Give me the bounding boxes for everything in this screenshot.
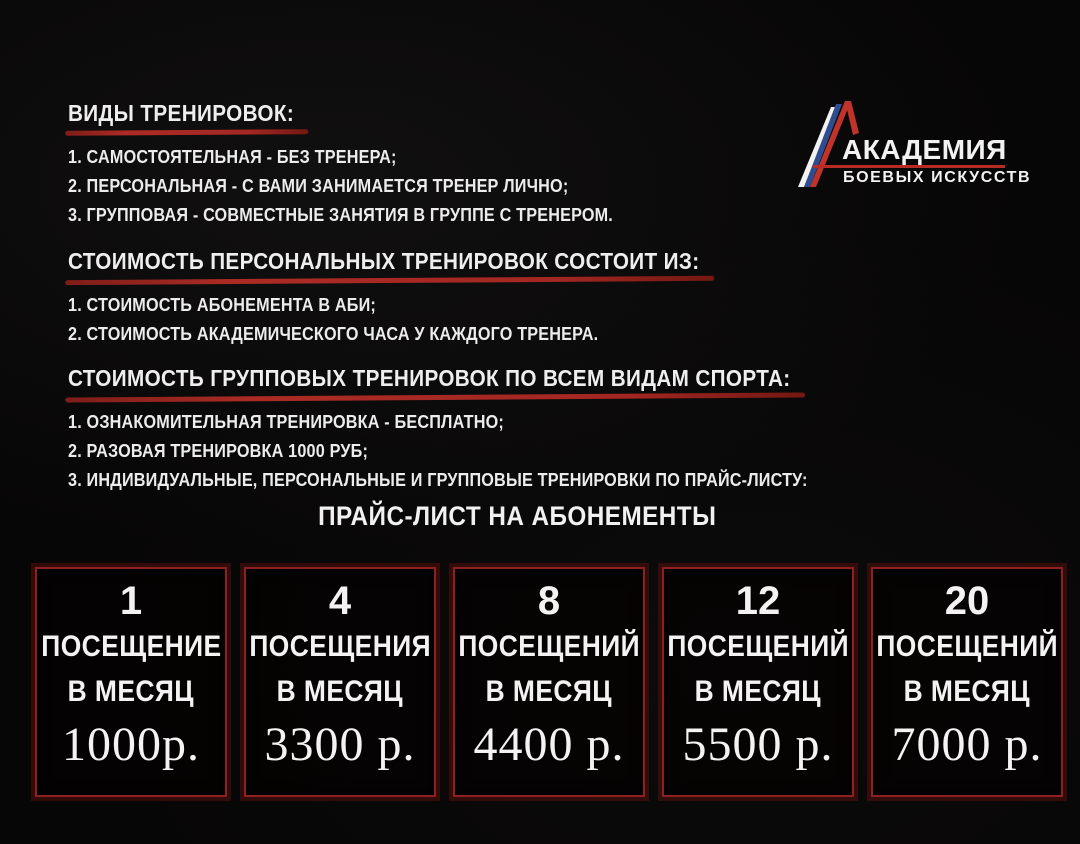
price-value: 1000р.	[62, 718, 200, 771]
logo	[795, 95, 1032, 203]
price-list-title	[0, 501, 1034, 531]
section-group-cost	[68, 365, 890, 495]
price-value: 3300 р.	[264, 718, 416, 771]
visit-period: В МЕСЯЦ	[67, 675, 195, 708]
section-training-types	[68, 100, 674, 230]
visit-unit: ПОСЕЩЕНИЯ	[249, 630, 431, 663]
visit-period: В МЕСЯЦ	[903, 675, 1031, 708]
visit-count: 4	[328, 579, 352, 623]
price-value: 7000 р.	[891, 718, 1043, 771]
price-value: 5500 р.	[682, 718, 834, 771]
visit-count: 20	[944, 579, 990, 623]
price-card	[35, 567, 227, 797]
section-items	[68, 143, 613, 230]
list-item: 3. ИНДИВИДУАЛЬНЫЕ, ПЕРСОНАЛЬНЫЕ И ГРУППОВЫЕ ТРЕНИРОВКИ ПО ПРАЙС-ЛИСТУ:	[68, 470, 808, 490]
section-personal-cost	[68, 248, 770, 349]
visit-unit: ПОСЕЩЕНИЙ	[667, 630, 849, 663]
logo-subtitle: БОЕВЫХ ИСКУССТВ	[843, 169, 1032, 186]
visit-unit: ПОСЕЩЕНИЕ	[40, 630, 222, 663]
price-cards	[35, 567, 1063, 797]
visit-count: 8	[537, 579, 561, 623]
section-items	[68, 408, 808, 495]
heading-underlined: ВИДЫ ТРЕНИРОВОК:	[68, 100, 295, 126]
visit-count: 1	[119, 579, 143, 623]
heading-underlined: СТОИМОСТЬ ПЕРСОНАЛЬНЫХ ТРЕНИРОВОК СОСТОИТ ИЗ:	[68, 248, 700, 274]
visit-unit: ПОСЕЩЕНИЙ	[876, 630, 1058, 663]
list-item: 1. ОЗНАКОМИТЕЛЬНАЯ ТРЕНИРОВКА - БЕСПЛАТНО;	[68, 412, 504, 432]
logo-title: АКАДЕМИЯ	[842, 134, 1007, 165]
visit-period: В МЕСЯЦ	[276, 675, 404, 708]
list-item: 2. ПЕРСОНАЛЬНАЯ - С ВАМИ ЗАНИМАЕТСЯ ТРЕНЕР ЛИЧНО;	[68, 176, 569, 196]
price-card	[244, 567, 436, 797]
price-card	[662, 567, 854, 797]
list-item: 2. СТОИМОСТЬ АКАДЕМИЧЕСКОГО ЧАСА У КАЖДОГО ТРЕНЕРА.	[68, 324, 599, 344]
list-item: 3. ГРУППОВАЯ - СОВМЕСТНЫЕ ЗАНЯТИЯ В ГРУППЕ С ТРЕНЕРОМ.	[68, 205, 613, 225]
list-item: 2. РАЗОВАЯ ТРЕНИРОВКА 1000 РУБ;	[68, 441, 369, 461]
heading-underlined: СТОИМОСТЬ ГРУППОВЫХ ТРЕНИРОВОК ПО ВСЕМ ВИДАМ СПОРТА:	[68, 365, 791, 391]
price-list-title-text: ПРАЙС-ЛИСТ НА АБОНЕМЕНТЫ	[317, 501, 717, 531]
visit-count: 12	[735, 579, 781, 623]
visit-unit: ПОСЕЩЕНИЙ	[458, 630, 640, 663]
section-items	[68, 291, 699, 349]
price-value: 4400 р.	[473, 718, 625, 771]
price-card	[453, 567, 645, 797]
visit-period: В МЕСЯЦ	[485, 675, 613, 708]
list-item: 1. СТОИМОСТЬ АБОНЕМЕНТА В АБИ;	[68, 295, 376, 315]
section-heading	[68, 365, 808, 391]
visit-period: В МЕСЯЦ	[694, 675, 822, 708]
logo-divider	[813, 165, 1005, 168]
section-heading	[68, 100, 613, 126]
section-heading	[68, 248, 699, 274]
price-card	[871, 567, 1063, 797]
list-item: 1. САМОСТОЯТЕЛЬНАЯ - БЕЗ ТРЕНЕРА;	[68, 147, 397, 167]
